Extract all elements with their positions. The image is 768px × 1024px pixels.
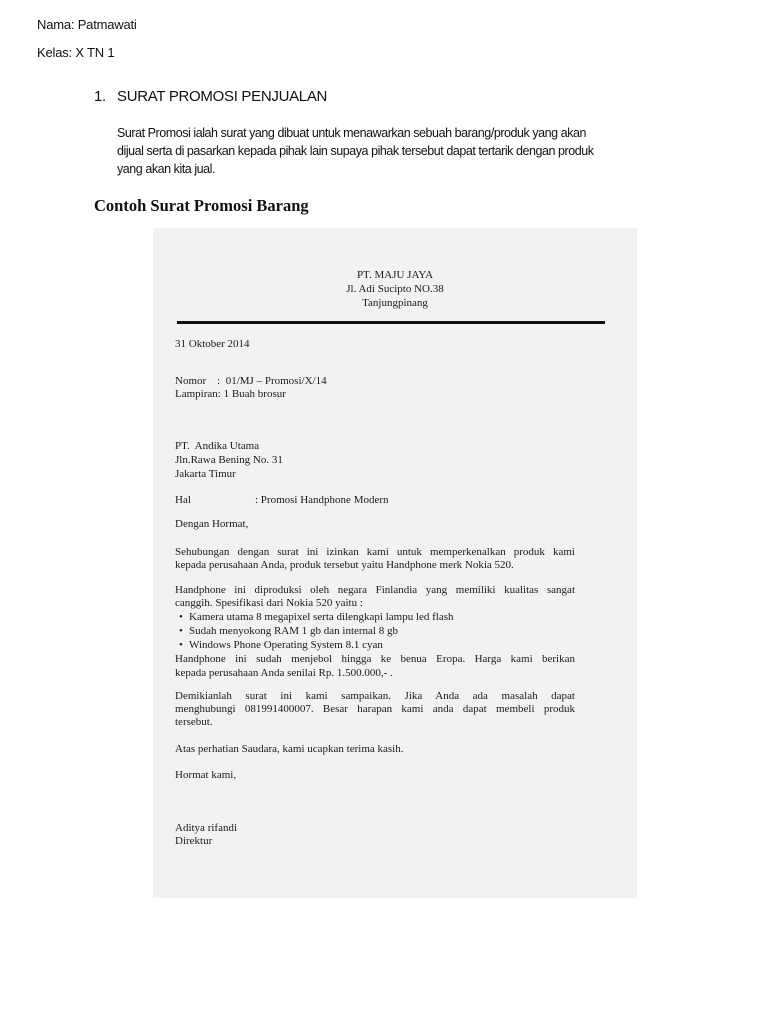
p1-line: kepada perusahaan Anda, produk tersebut yaitu Handphone merk Nokia 520. [175,559,514,571]
p3-line: Handphone ini sudah menjebol hingga ke benua Eropa. Harga kami berikan [175,653,575,665]
closing-regards: Hormat kami, [175,769,237,781]
signer-name: Aditya rifandi [175,822,238,834]
letter-image [153,228,637,898]
p4-line: Demikianlah surat ini kami sampaikan. Jika Anda ada masalah dapat [175,690,575,702]
p2-line: canggih. Spesifikasi dari Nokia 520 yaitu : [175,597,363,609]
letter-lampiran: Lampiran: 1 Buah brosur [175,388,286,400]
paragraph-line: Surat Promosi ialah surat yang dibuat untuk menawarkan sebuah barang/produk yang akan [117,126,587,140]
letter-company: PT. MAJU JAYA [356,269,434,281]
p1-line: Sehubungan dengan surat ini izinkan kami untuk memperkenalkan produk kami [175,546,575,558]
letter-date: 31 Oktober 2014 [175,338,250,350]
p3-line: kepada perusahaan Anda senilai Rp. 1.500.000,- . [175,667,393,679]
p2-line: Handphone ini diproduksi oleh negara Finlandia yang memiliki kualitas sangat [175,584,575,596]
recipient-line: Jln.Rawa Bening No. 31 [175,454,283,466]
paragraph-line: dijual serta di pasarkan kepada pihak lain supaya pihak tersebut dapat tertarik dengan produk [117,144,594,158]
section-title: SURAT PROMOSI PENJUALAN [117,88,328,105]
example-heading: Contoh Surat Promosi Barang [94,196,309,215]
letterhead-rule [177,321,605,324]
signer-position: Direktur [175,835,213,847]
p4-line: menghubungi 081991400007. Besar harapan kami anda dapat membeli produk [175,703,575,715]
letter-address: Jl. Adi Sucipto NO.38 [346,283,444,295]
spec-bullet: • Kamera utama 8 megapixel serta dilengkapi lampu led flash [189,611,454,623]
recipient-line: Jakarta Timur [175,468,236,480]
closing-thanks: Atas perhatian Saudara, kami ucapkan terima kasih. [175,743,404,755]
student-name: Nama: Patmawati [37,17,137,32]
section-number: 1. [94,88,106,105]
hal-label: Hal [175,494,191,506]
paragraph-line: yang akan kita jual. [117,162,216,176]
p4-line: tersebut. [175,716,213,728]
letter-nomor: Nomor : 01/MJ – Promosi/X/14 [175,375,327,387]
letter-city: Tanjungpinang [362,297,428,309]
hal-value: : Promosi Handphone Modern [255,494,389,506]
recipient-line: PT. Andika Utama [175,440,260,452]
student-class: Kelas: X TN 1 [37,45,115,60]
spec-bullet: • Sudah menyokong RAM 1 gb dan internal 8 gb [189,625,398,637]
spec-bullet: • Windows Phone Operating System 8.1 cyan [189,639,383,651]
salutation: Dengan Hormat, [175,518,249,530]
